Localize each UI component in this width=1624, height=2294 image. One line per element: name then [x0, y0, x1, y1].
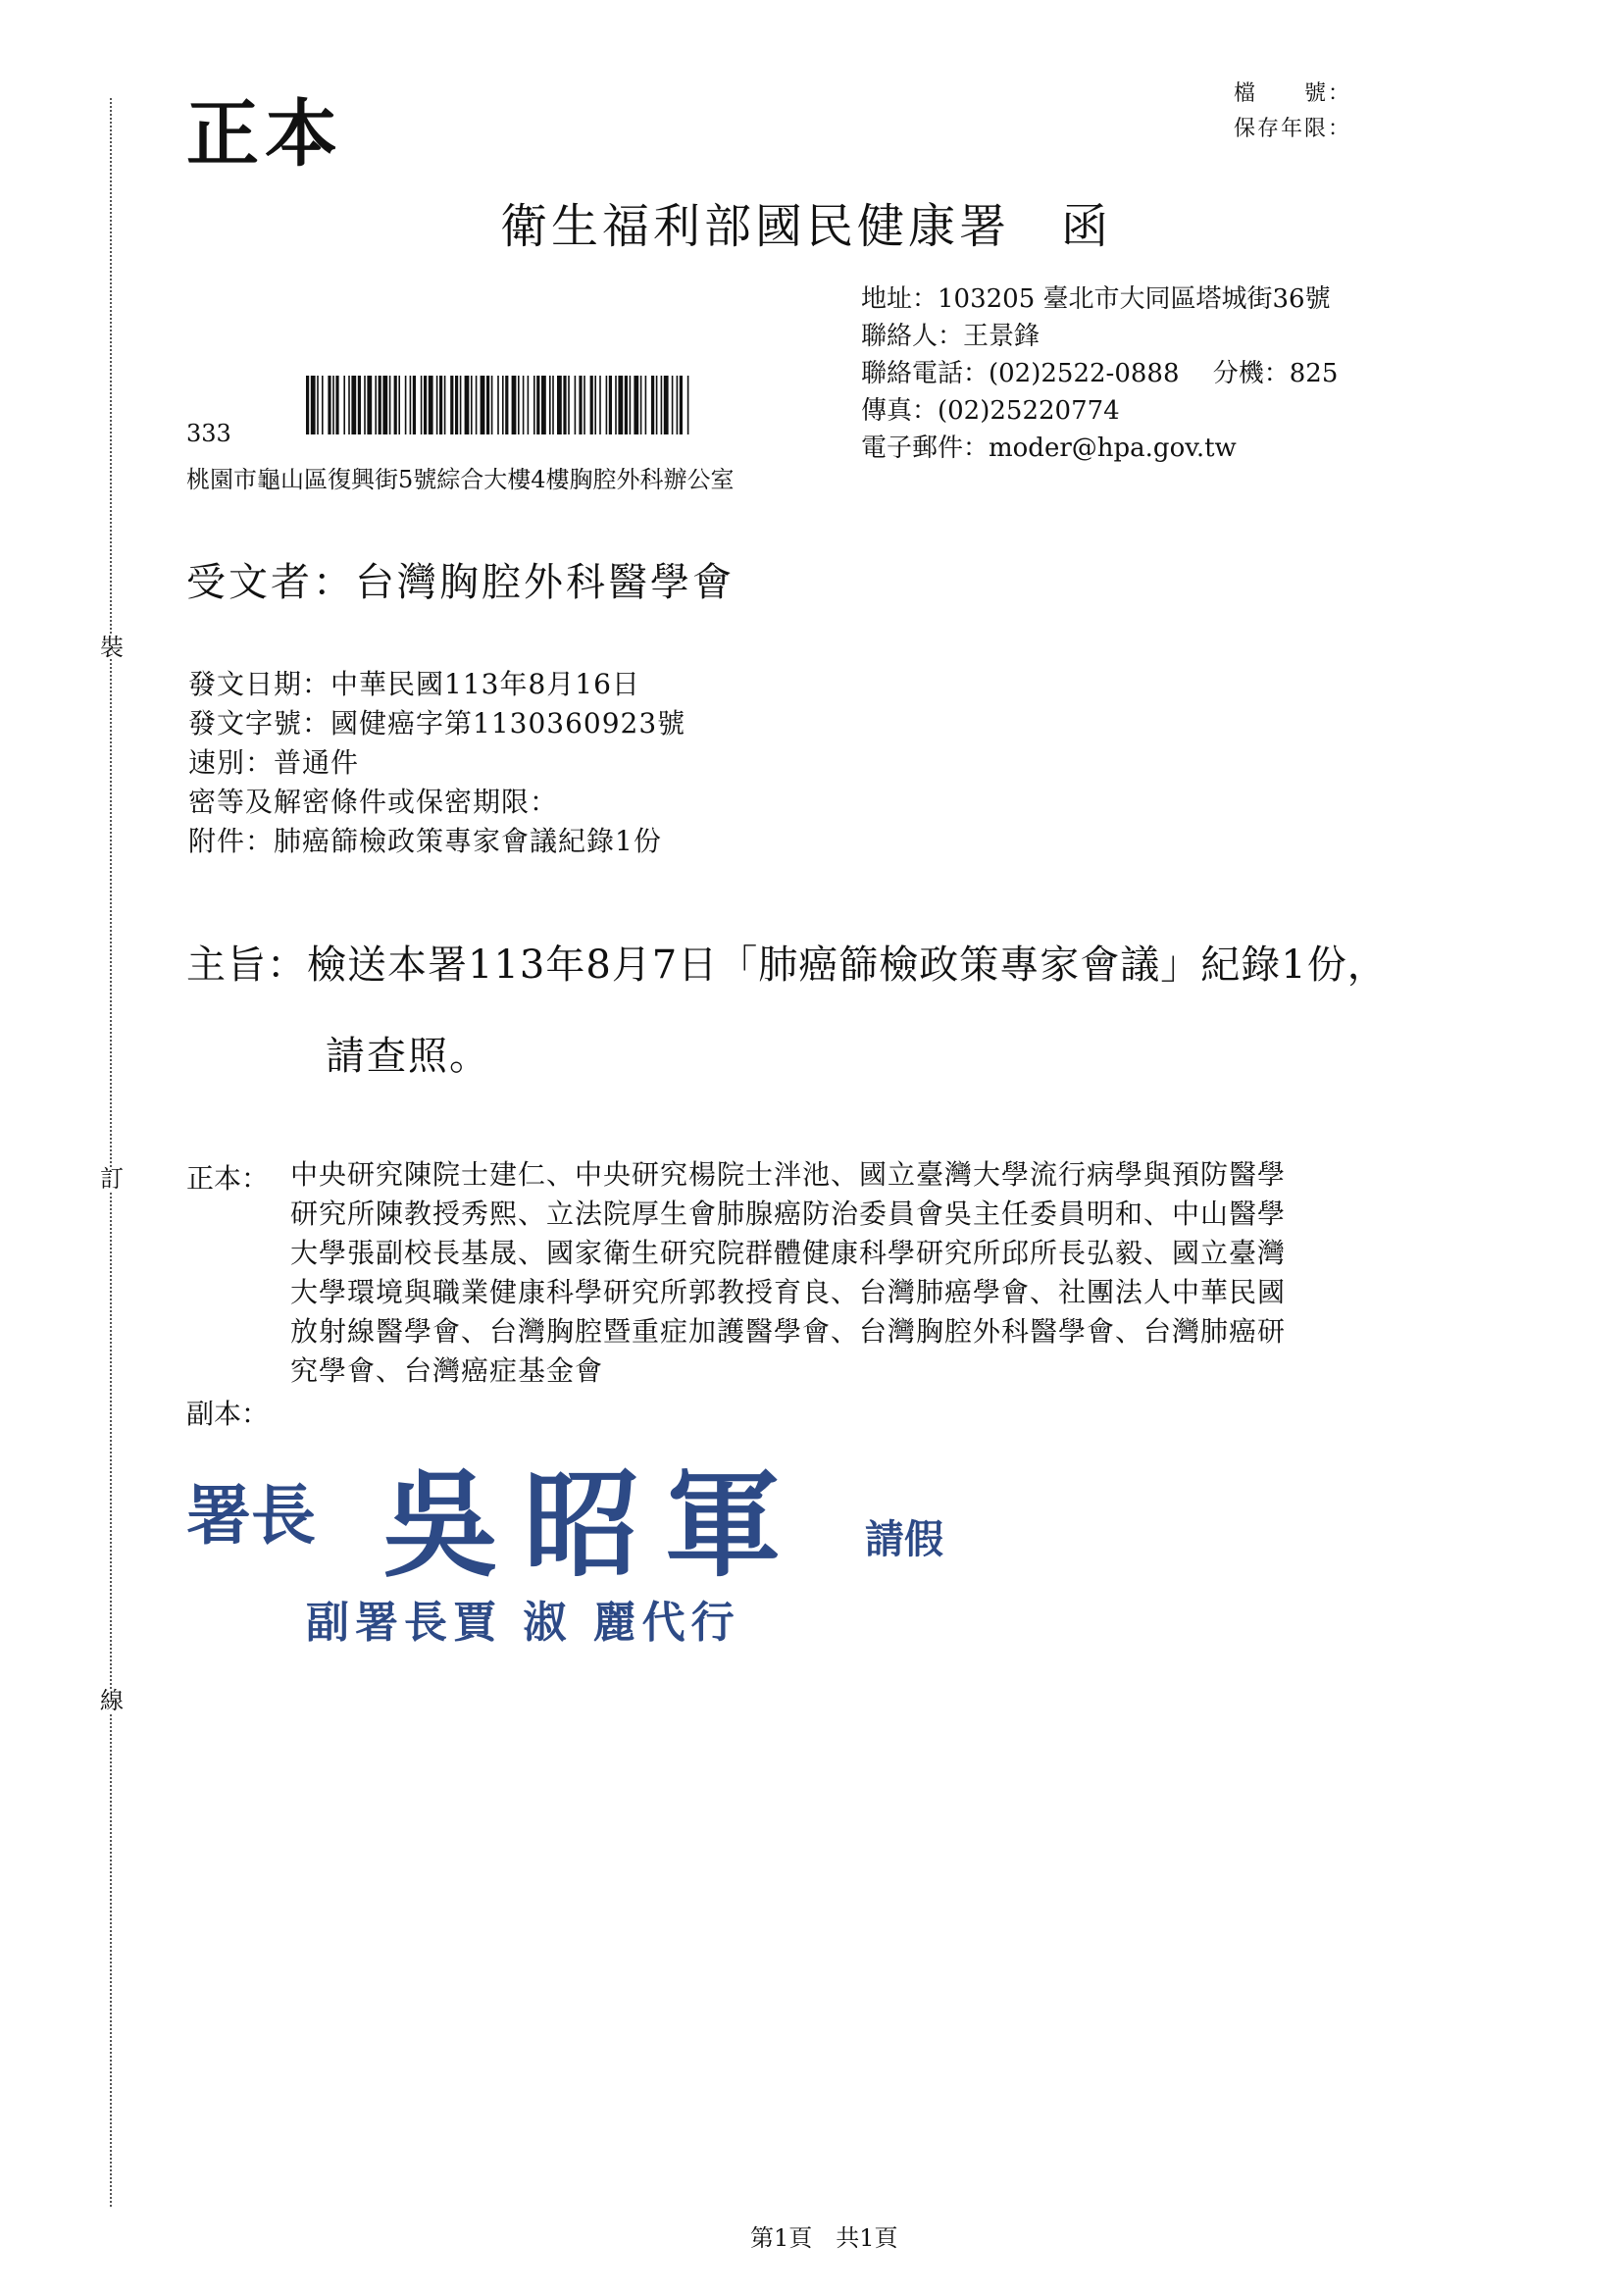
signature-deputy: 副署長賈 淑 麗代行 — [306, 1598, 740, 1648]
binding-line — [110, 98, 112, 2207]
recipient-line: 大學張副校長基晟、國家衛生研究院群體健康科學研究所邱所長弘毅、國立臺灣 — [290, 1237, 1287, 1269]
contact-email: 電子郵件：moder@hpa.gov.tw — [861, 433, 1237, 463]
contact-address: 地址：103205 臺北市大同區塔城街36號 — [861, 284, 1331, 314]
file-number-label: 檔 號： — [1234, 81, 1352, 106]
contact-fax: 傳真：(02)25220774 — [861, 396, 1120, 426]
secrecy-level: 密等及解密條件或保密期限： — [188, 786, 559, 818]
recipient-line: 究學會、台灣癌症基金會 — [290, 1354, 604, 1387]
issue-date: 發文日期：中華民國113年8月16日 — [188, 668, 640, 700]
copy-recipients-label: 副本： — [186, 1398, 270, 1430]
recipient-line: 放射線醫學會、台灣胸腔暨重症加護醫學會、台灣胸腔外科醫學會、台灣肺癌研 — [290, 1315, 1287, 1348]
mailing-zip-code: 333 — [186, 420, 231, 447]
attachment: 附件：肺癌篩檢政策專家會議紀錄1份 — [188, 825, 662, 857]
retention-period-label: 保存年限： — [1234, 117, 1352, 141]
recipient-line: 研究所陳教授秀熙、立法院厚生會肺腺癌防治委員會吳主任委員明和、中山醫學 — [290, 1198, 1287, 1230]
signature-name: 吳昭軍 — [382, 1456, 807, 1593]
page-number: 第1頁 共1頁 — [750, 2224, 898, 2252]
contact-phone: 聯絡電話：(02)2522-0888 分機：825 — [861, 359, 1339, 388]
subject-line-1: 主旨：檢送本署113年8月7日「肺癌篩檢政策專家會議」紀錄1份， — [186, 943, 1388, 988]
recipient-line: 中央研究陳院士建仁、中央研究楊院士泮池、國立臺灣大學流行病學與預防醫學 — [290, 1158, 1287, 1191]
binding-char-xian: 線 — [100, 1687, 124, 1714]
signature-leave-note: 請假 — [865, 1516, 943, 1562]
document-title: 衛生福利部國民健康署 函 — [500, 199, 1113, 254]
binding-char-zhuang: 裝 — [100, 634, 124, 661]
recipient: 受文者：台灣胸腔外科醫學會 — [186, 560, 735, 605]
original-recipients-list — [290, 1155, 1286, 1391]
signature-title: 署長 — [186, 1477, 316, 1554]
original-copy-stamp: 正本 — [186, 92, 343, 177]
postal-barcode — [306, 376, 690, 434]
document-number: 發文字號：國健癌字第1130360923號 — [188, 707, 686, 739]
recipient-line: 大學環境與職業健康科學研究所郭教授育良、台灣肺癌學會、社團法人中華民國 — [290, 1276, 1287, 1308]
contact-person: 聯絡人：王景鋒 — [861, 322, 1040, 351]
subject-line-2: 請查照。 — [326, 1034, 490, 1079]
original-recipients-label: 正本： — [186, 1162, 270, 1195]
mailing-address: 桃園市龜山區復興街5號綜合大樓4樓胸腔外科辦公室 — [186, 466, 735, 493]
binding-char-ding: 訂 — [100, 1165, 124, 1193]
delivery-speed: 速別：普通件 — [188, 746, 360, 779]
